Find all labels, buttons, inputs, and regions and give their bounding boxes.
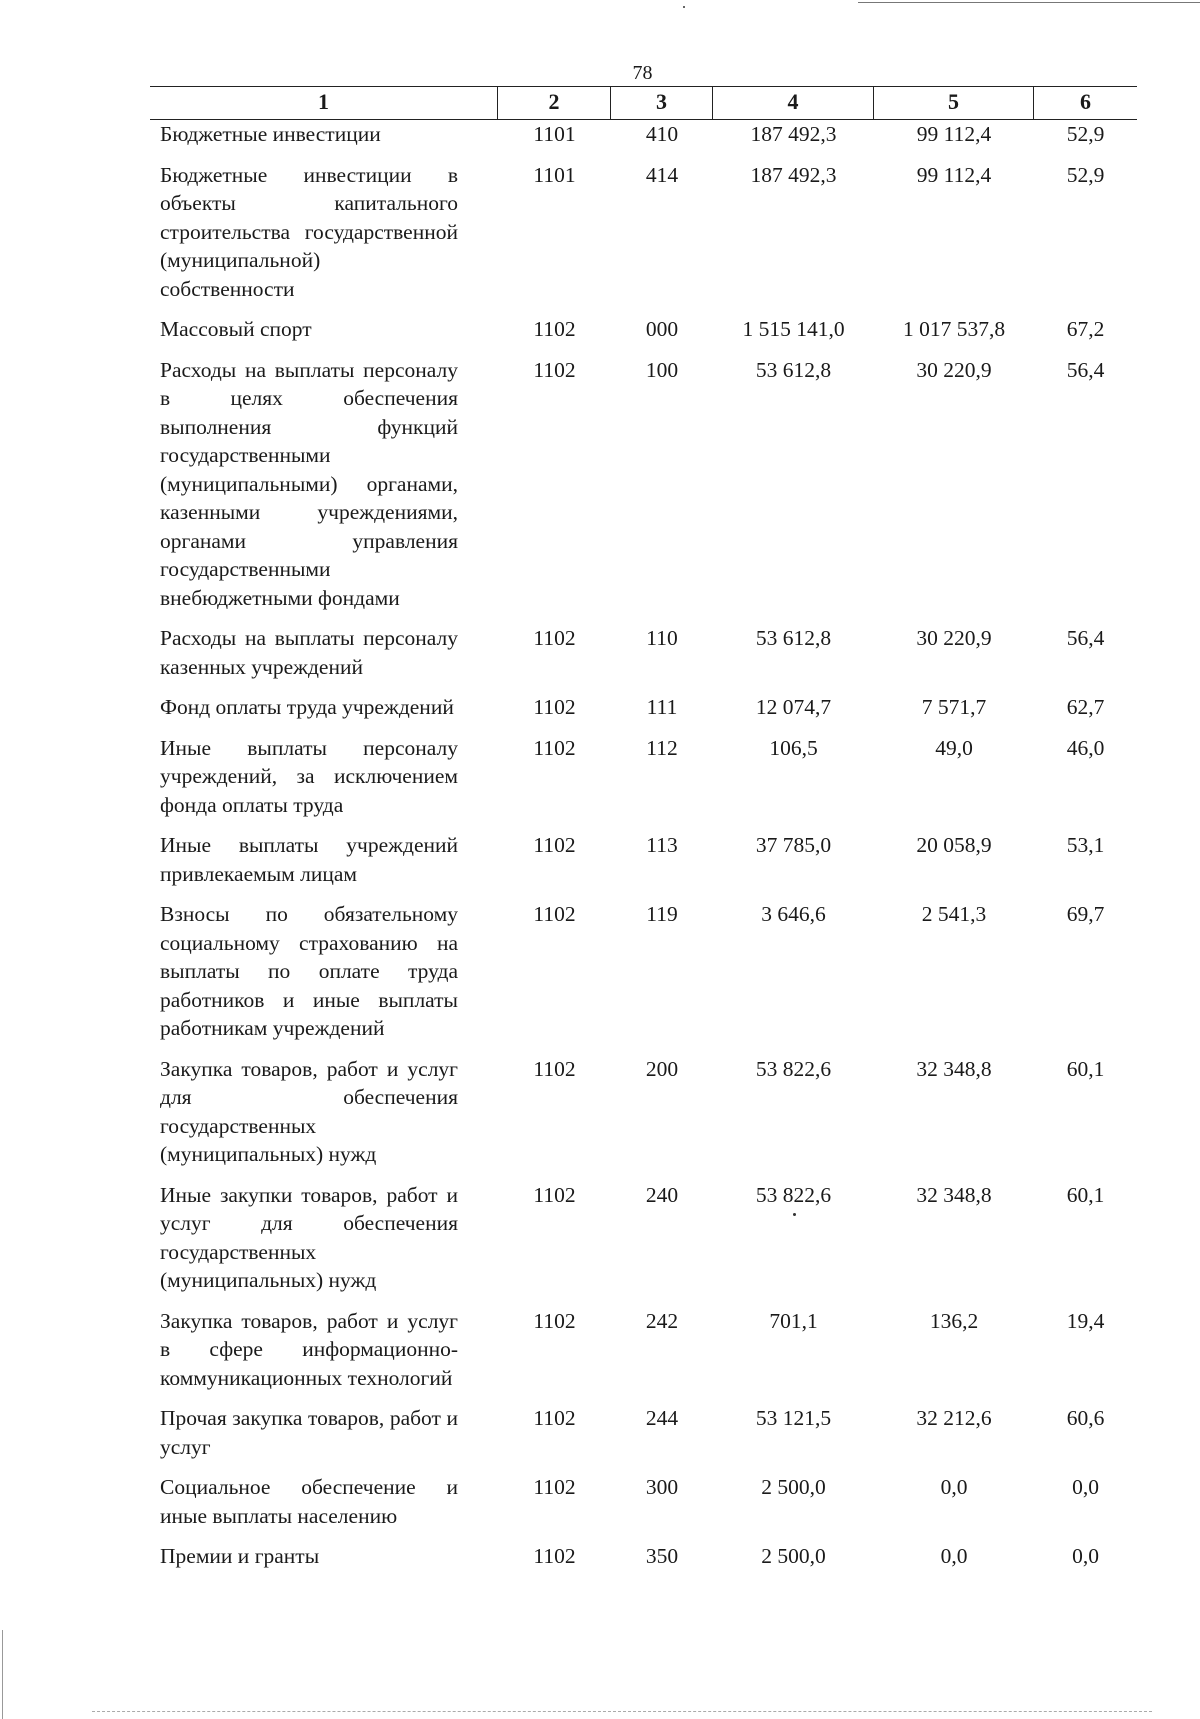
row-name: Иные выплаты учреждений привлекаемым лицам [160, 833, 458, 886]
table-header-row [150, 86, 1137, 120]
row-section-code: 1102 [533, 1056, 576, 1081]
row-expense-code: 200 [645, 1056, 679, 1081]
row-section-code: 1102 [533, 626, 576, 650]
row-name: Бюджетные инвестиции в объекты капитального строительства государственной (муниципальной) собственности [160, 162, 458, 301]
column-header: 4 [713, 87, 874, 119]
row-section-code: 1102 [533, 695, 576, 719]
row-actual-value: 49,0 [935, 735, 973, 760]
row-expense-code: 244 [645, 1406, 679, 1430]
table-row [150, 1404, 1137, 1461]
column-header: 3 [611, 87, 713, 119]
row-section-code: 1101 [533, 162, 576, 187]
scan-edge-line [92, 1711, 1152, 1712]
row-section-code: 1102 [533, 735, 576, 760]
row-section-code: 1102 [533, 1544, 576, 1568]
row-expense-code: 100 [645, 357, 679, 382]
row-planned-value: 3 646,6 [761, 902, 826, 926]
table-row [150, 120, 1137, 149]
row-section-code: 1102 [533, 1308, 576, 1333]
table-row [150, 1181, 1137, 1295]
scan-speck [683, 6, 685, 8]
row-section-code: 1102 [533, 902, 576, 926]
row-actual-value: 99 112,4 [916, 162, 992, 187]
table-row [150, 315, 1137, 344]
row-percent-value: 52,9 [1066, 122, 1105, 146]
row-percent-value: 60,1 [1066, 1182, 1105, 1207]
row-planned-value: 187 492,3 [750, 162, 837, 187]
table-row [150, 356, 1137, 613]
row-actual-value: 0,0 [940, 1544, 968, 1568]
table-row [150, 693, 1137, 722]
row-expense-code: 000 [645, 317, 679, 341]
row-percent-value: 60,1 [1066, 1056, 1105, 1081]
table-row [150, 1307, 1137, 1393]
row-name: Премии и гранты [160, 1544, 320, 1568]
row-actual-value: 32 212,6 [916, 1406, 992, 1430]
table-row [150, 1542, 1137, 1571]
row-name: Иные выплаты персоналу учреждений, за исключением фонда оплаты труда [160, 735, 458, 817]
row-planned-value: 53 822,6 [755, 1182, 832, 1207]
row-actual-value: 30 220,9 [916, 357, 992, 382]
budget-table [150, 86, 1137, 1571]
row-planned-value: 2 500,0 [761, 1544, 826, 1568]
row-actual-value: 1 017 537,8 [902, 317, 1006, 341]
row-percent-value: 60,6 [1066, 1406, 1105, 1430]
row-planned-value: 1 515 141,0 [742, 317, 845, 341]
row-expense-code: 240 [645, 1182, 679, 1207]
row-percent-value: 62,7 [1066, 695, 1105, 719]
row-expense-code: 242 [645, 1308, 679, 1333]
row-percent-value: 69,7 [1066, 902, 1105, 926]
row-name: Массовый спорт [160, 317, 312, 341]
row-percent-value: 56,4 [1066, 626, 1105, 650]
row-expense-code: 414 [645, 162, 679, 187]
row-name: Закупка товаров, работ и услуг в сфере информационно-коммуникационных технологий [160, 1308, 458, 1390]
row-expense-code: 350 [645, 1544, 679, 1568]
table-row [150, 161, 1137, 304]
row-section-code: 1102 [533, 317, 576, 341]
page-number: 78 [632, 62, 653, 84]
row-expense-code: 119 [646, 902, 678, 926]
row-name: Бюджетные инвестиции [160, 122, 381, 146]
table-row [150, 624, 1137, 681]
row-name: Взносы по обязательному социальному страхованию на выплаты по оплате труда работников и иные выплаты работникам учреждений [160, 902, 458, 1040]
row-expense-code: 410 [645, 122, 679, 146]
table-row [150, 734, 1137, 820]
table-row [150, 1055, 1137, 1169]
table-row [150, 831, 1137, 888]
column-header: 5 [874, 87, 1034, 119]
row-name: Расходы на выплаты персоналу в целях обеспечения выполнения функций государственными (муниципальными) органами, казенными учреждениями, органами управления государственными внебюджетными фондами [160, 357, 458, 610]
row-percent-value: 67,2 [1066, 317, 1105, 341]
row-expense-code: 112 [646, 735, 678, 760]
row-planned-value: 53 121,5 [755, 1406, 832, 1430]
row-name: Прочая закупка товаров, работ и услуг [160, 1406, 458, 1459]
row-name: Социальное обеспечение и иные выплаты населению [160, 1475, 458, 1528]
row-actual-value: 32 348,8 [916, 1182, 992, 1207]
row-name: Фонд оплаты труда учреждений [160, 695, 454, 719]
row-actual-value: 20 058,9 [916, 833, 992, 857]
row-percent-value: 53,1 [1066, 833, 1105, 857]
row-actual-value: 136,2 [929, 1308, 979, 1333]
row-name: Закупка товаров, работ и услуг для обеспечения государственных (муниципальных) нужд [160, 1056, 458, 1166]
row-planned-value: 187 492,3 [750, 122, 837, 146]
row-expense-code: 111 [646, 695, 678, 719]
row-actual-value: 0,0 [940, 1475, 968, 1499]
table-row [150, 900, 1137, 1043]
row-actual-value: 32 348,8 [916, 1056, 992, 1081]
row-percent-value: 56,4 [1066, 357, 1105, 382]
row-expense-code: 113 [646, 833, 678, 857]
row-name: Иные закупки товаров, работ и услуг для обеспечения государственных (муниципальных) нужд [160, 1182, 458, 1292]
row-section-code: 1102 [533, 1475, 576, 1499]
scan-edge-line [858, 2, 1200, 3]
row-section-code: 1102 [533, 1406, 576, 1430]
row-percent-value: 0,0 [1072, 1544, 1099, 1568]
scan-edge-line [2, 1630, 3, 1719]
column-header: 2 [498, 87, 611, 119]
row-planned-value: 53 612,8 [755, 626, 832, 650]
row-planned-value: 53 612,8 [755, 357, 832, 382]
row-planned-value: 701,1 [769, 1308, 818, 1333]
row-section-code: 1101 [533, 122, 576, 146]
row-planned-value: 37 785,0 [755, 833, 832, 857]
row-planned-value: 2 500,0 [761, 1475, 826, 1499]
row-expense-code: 300 [645, 1475, 679, 1499]
column-header: 1 [150, 87, 498, 119]
column-header: 6 [1080, 89, 1091, 114]
row-planned-value: 53 822,6 [755, 1056, 832, 1081]
row-actual-value: 7 571,7 [921, 695, 987, 719]
row-actual-value: 99 112,4 [916, 122, 992, 146]
row-expense-code: 110 [646, 626, 678, 650]
row-percent-value: 19,4 [1066, 1308, 1105, 1333]
row-planned-value: 106,5 [769, 735, 818, 760]
row-percent-value: 46,0 [1066, 735, 1105, 760]
row-section-code: 1102 [533, 1182, 576, 1207]
row-actual-value: 2 541,3 [921, 902, 987, 926]
row-name: Расходы на выплаты персоналу казенных учреждений [160, 626, 458, 679]
table-row [150, 1473, 1137, 1530]
row-planned-value: 12 074,7 [755, 695, 832, 719]
row-actual-value: 30 220,9 [916, 626, 992, 650]
row-percent-value: 52,9 [1066, 162, 1105, 187]
row-percent-value: 0,0 [1072, 1475, 1099, 1499]
row-section-code: 1102 [533, 357, 576, 382]
row-section-code: 1102 [533, 833, 576, 857]
